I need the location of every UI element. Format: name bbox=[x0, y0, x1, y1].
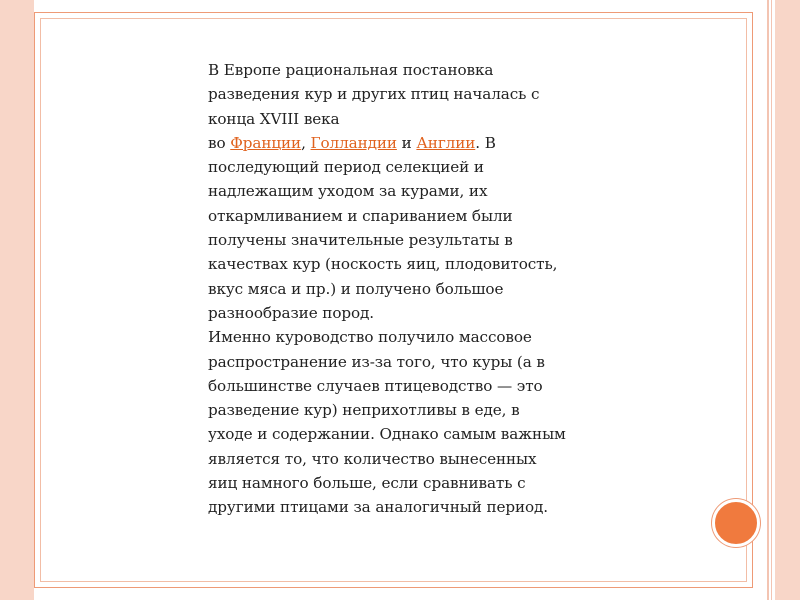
paragraph-2 bbox=[208, 325, 608, 519]
text-line: яиц намного больше, если сравнивать с bbox=[208, 474, 526, 493]
text-line: откармливанием и спариванием были bbox=[208, 206, 513, 225]
text-line: последующий период селекцией и bbox=[208, 158, 484, 177]
text-fragment: и bbox=[396, 133, 417, 152]
text-line: уходе и содержании. Однако самым важным bbox=[208, 425, 566, 444]
text-line: конца XVIII века bbox=[208, 109, 340, 128]
text-line: надлежащим уходом за курами, их bbox=[208, 182, 488, 201]
left-decorative-band bbox=[0, 0, 34, 600]
text-line: является то, что количество вынесенных bbox=[208, 449, 537, 468]
decorative-circle-icon bbox=[712, 499, 760, 547]
text-line: другими птицами за аналогичный период. bbox=[208, 498, 549, 517]
paragraph-1 bbox=[208, 58, 608, 325]
text-line: В Европе рациональная постановка bbox=[208, 61, 494, 79]
text-line: разведения кур и других птиц началась с bbox=[208, 85, 540, 104]
text-line: разведение кур) неприхотливы в еде, в bbox=[208, 401, 520, 420]
right-decorative-band bbox=[775, 0, 800, 600]
text-line: большинстве случаев птицеводство — это bbox=[208, 376, 543, 395]
text-line: получены значительные результаты в bbox=[208, 231, 513, 250]
text-fragment: , bbox=[301, 133, 311, 152]
text-line: разнообразие пород. bbox=[208, 303, 375, 322]
slide-text-body bbox=[208, 58, 608, 520]
right-decorative-line-thin bbox=[771, 0, 772, 600]
text-fragment: во bbox=[208, 133, 231, 152]
text-line: качествах кур (носкость яиц, плодовитость, bbox=[208, 255, 558, 274]
right-decorative-line bbox=[767, 0, 769, 600]
text-line: вкус мяса и пр.) и получено большое bbox=[208, 279, 504, 298]
text-line: Именно куроводство получило массовое bbox=[208, 328, 532, 347]
link-holland[interactable]: Голландии bbox=[310, 133, 397, 152]
text-line: распространение из-за того, что куры (а в bbox=[208, 352, 545, 371]
text-fragment: . В bbox=[475, 133, 496, 152]
link-france[interactable]: Франции bbox=[230, 133, 302, 152]
link-england[interactable]: Англии bbox=[416, 133, 476, 152]
